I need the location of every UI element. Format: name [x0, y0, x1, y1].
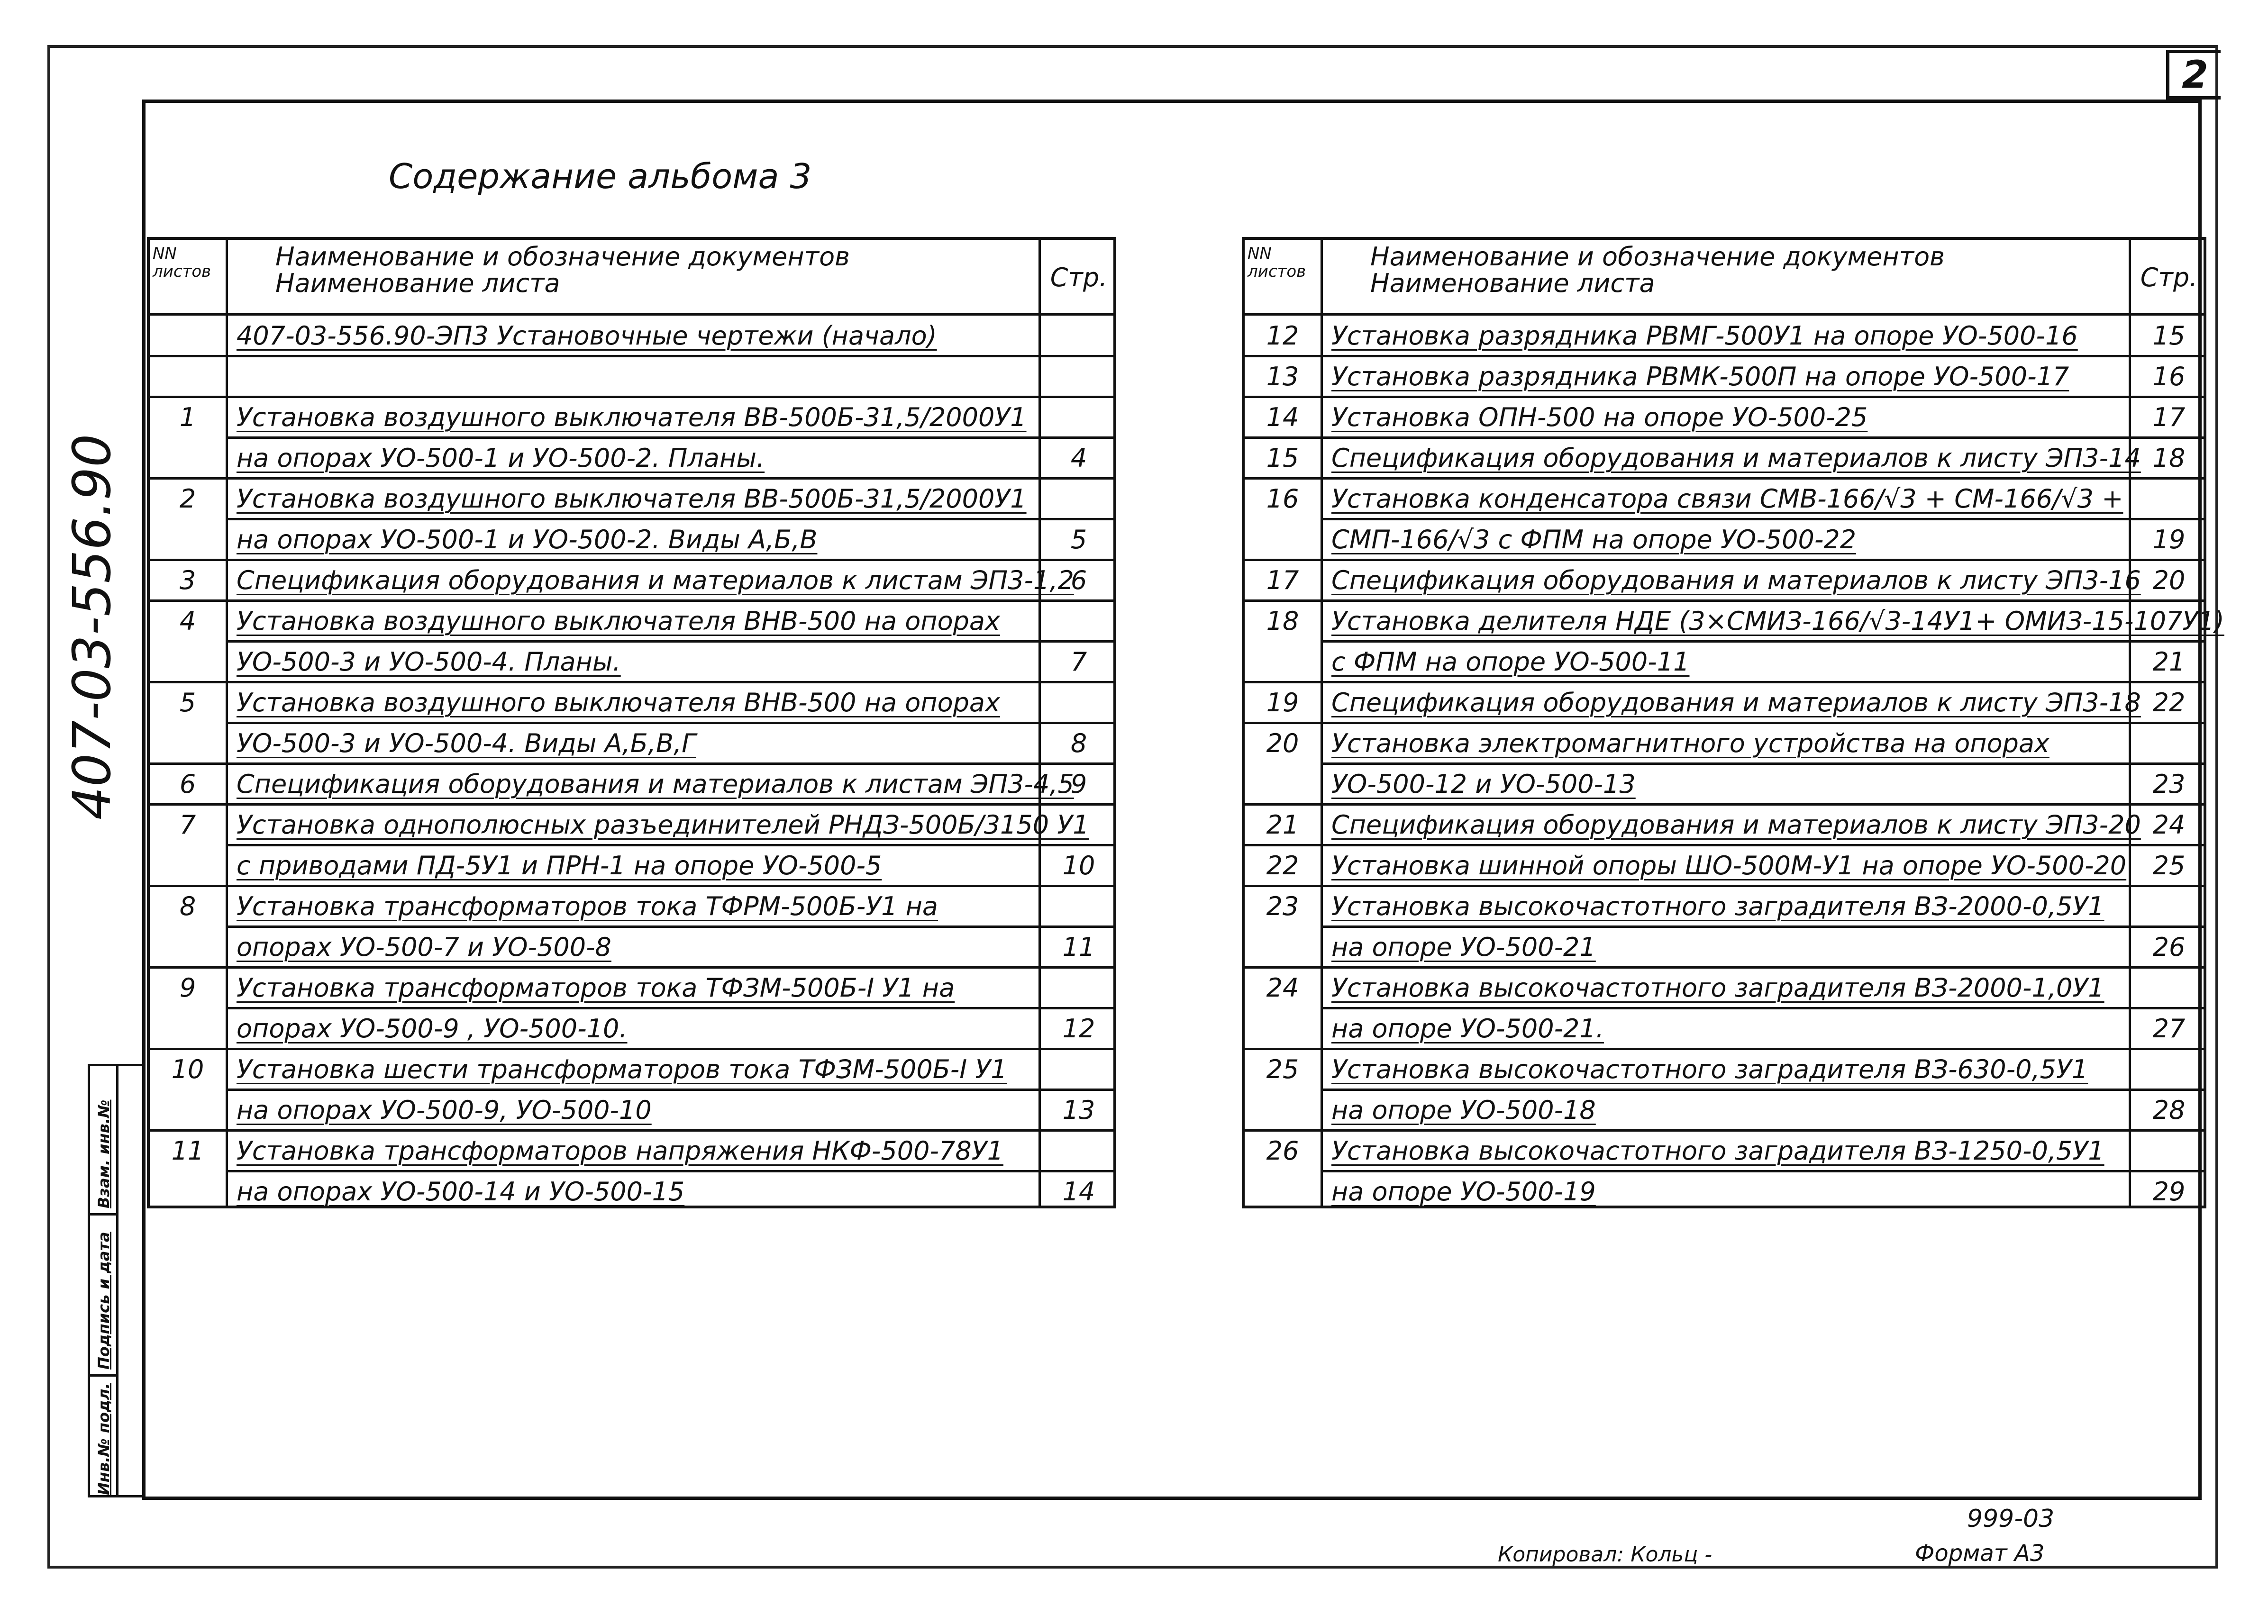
row-title: Установка однополюсных разъединителей РНДЗ-500Б/3150 У1 [237, 810, 1089, 840]
row-page [1041, 397, 1117, 438]
row-number [150, 845, 226, 886]
row-page: 29 [2152, 1177, 2186, 1207]
row-title: с приводами ПД-5У1 и ПРН-1 на опоре УО-500-5 [237, 851, 882, 880]
row-number: 15 [1266, 443, 1299, 473]
row-number: 6 [179, 769, 196, 799]
row-title: Установка воздушного выключателя ВВ-500Б-31,5/2000У1 [237, 402, 1027, 432]
contents-table-right [1242, 237, 2224, 1208]
row-number [150, 519, 226, 560]
row-page: 15 [2152, 321, 2186, 351]
table-row [150, 1171, 1119, 1212]
table-row [1245, 968, 2209, 1008]
row-title: с ФПМ на опоре УО-500-11 [1331, 647, 1690, 677]
row-page: 19 [2152, 525, 2186, 554]
row-page: 7 [1070, 647, 1087, 677]
row-page: 25 [2152, 851, 2186, 880]
row-number: 21 [1266, 810, 1299, 840]
table-row [150, 356, 1119, 397]
row-page: 12 [1062, 1014, 1095, 1043]
table-row [1245, 356, 2209, 397]
contents-table-left [147, 237, 1116, 1208]
table-row [1245, 886, 2209, 927]
row-number: 1 [179, 402, 196, 432]
row-number: 25 [1266, 1054, 1299, 1084]
table-row [1245, 642, 2209, 682]
stamp-divider [90, 1374, 118, 1377]
row-number [150, 356, 226, 397]
row-title: Установка высокочастотного заградителя ВЗ-2000-0,5У1 [1331, 891, 2104, 921]
row-number: 20 [1266, 728, 1299, 758]
paper-format: Формат А3 [1915, 1540, 2045, 1567]
row-number [150, 723, 226, 764]
header-page: Стр. [2140, 263, 2198, 292]
row-number: 3 [179, 565, 196, 595]
row-number: 10 [171, 1054, 204, 1084]
table-row [150, 764, 1119, 805]
table-row [1245, 1008, 2209, 1049]
row-title: опорах УО-500-7 и УО-500-8 [237, 932, 611, 962]
row-page [1041, 479, 1117, 519]
row-number: 11 [171, 1136, 204, 1166]
copied-by: Копировал: Кольц - [1498, 1542, 1712, 1567]
row-number [150, 316, 226, 356]
row-number [150, 927, 226, 968]
row-page: 11 [1062, 932, 1095, 962]
row-page: 14 [1062, 1177, 1095, 1207]
row-number [1245, 642, 1321, 682]
table-row [1245, 1171, 2209, 1212]
row-title: УО-500-3 и УО-500-4. Планы. [237, 647, 621, 677]
table-row [150, 519, 1119, 560]
table-row [1245, 316, 2209, 356]
table-row [150, 1008, 1119, 1049]
row-number [1245, 1008, 1321, 1049]
row-number [1245, 1090, 1321, 1131]
row-title: Установка шинной опоры ШО-500М-У1 на опоре УО-500-20 [1331, 851, 2127, 880]
row-number: 26 [1266, 1136, 1299, 1166]
row-page: 5 [1070, 525, 1087, 554]
row-title: Установка воздушного выключателя ВНВ-500 на опорах [237, 606, 1000, 636]
row-title: 407-03-556.90-ЭП3 Установочные чертежи (начало) [237, 321, 937, 351]
row-title: Установка разрядника РВМГ-500У1 на опоре УО-500-16 [1331, 321, 2078, 351]
table-row [1245, 1049, 2209, 1090]
table-row [150, 886, 1119, 927]
table-row [150, 682, 1119, 723]
row-number: 19 [1266, 688, 1299, 717]
row-page [2131, 479, 2207, 519]
table-row [150, 845, 1119, 886]
row-title: на опоре УО-500-21. [1331, 1014, 1604, 1043]
header-name: Наименование и обозначение документов Наименование листа [1370, 242, 1945, 298]
row-number: 22 [1266, 851, 1299, 880]
row-number: 5 [179, 688, 196, 717]
stamp-label-replaced: Взам. инв.№ [95, 1099, 113, 1208]
row-title: Установка ОПН-500 на опоре УО-500-25 [1331, 402, 1868, 432]
table-row [1245, 1090, 2209, 1131]
table-row [150, 601, 1119, 642]
row-number [150, 1090, 226, 1131]
row-title [228, 356, 1034, 397]
table-row [1245, 845, 2209, 886]
row-number [150, 642, 226, 682]
row-title: Спецификация оборудования и материалов к листу ЭП3-14 [1331, 443, 2141, 473]
row-title: на опоре УО-500-21 [1331, 932, 1596, 962]
table-row [1245, 519, 2209, 560]
row-number: 4 [179, 606, 196, 636]
row-page [2131, 968, 2207, 1008]
row-page: 6 [1070, 565, 1087, 595]
row-page [2131, 601, 2207, 642]
row-page [1041, 682, 1117, 723]
row-number: 24 [1266, 973, 1299, 1003]
table-row [150, 723, 1119, 764]
row-number: 17 [1266, 565, 1299, 595]
row-title: Спецификация оборудования и материалов к листам ЭП3-1,2 [237, 565, 1074, 595]
row-title: Установка высокочастотного заградителя ВЗ-2000-1,0У1 [1331, 973, 2104, 1003]
row-title: СМП-166/√3 с ФПМ на опоре УО-500-22 [1331, 525, 1857, 554]
row-number [1245, 764, 1321, 805]
row-title: УО-500-3 и УО-500-4. Виды А,Б,В,Г [237, 728, 696, 758]
row-page: 17 [2152, 402, 2186, 432]
row-number: 7 [179, 810, 196, 840]
table-row [1245, 479, 2209, 519]
row-number: 13 [1266, 362, 1299, 391]
row-title: Установка высокочастотного заградителя ВЗ-630-0,5У1 [1331, 1054, 2088, 1084]
header-num: NN листов [153, 244, 211, 281]
table-row [1245, 723, 2209, 764]
row-title: Установка трансформаторов тока ТФРМ-500Б-У1 на [237, 891, 938, 921]
table-row [150, 560, 1119, 601]
row-number [1245, 927, 1321, 968]
side-document-code: 407-03-556.90 [62, 434, 122, 820]
row-title: Установка электромагнитного устройства на опорах [1331, 728, 2049, 758]
table-row [1245, 927, 2209, 968]
stamp-divider [90, 1213, 118, 1216]
row-number [1245, 519, 1321, 560]
row-page [2131, 886, 2207, 927]
row-page: 20 [2152, 565, 2186, 595]
row-number: 8 [179, 891, 196, 921]
sheet-number: 2 [2166, 50, 2221, 100]
row-title: Установка трансформаторов тока ТФЗМ-500Б-I У1 на [237, 973, 955, 1003]
stamp-label-signature: Подпись и дата [95, 1232, 113, 1370]
row-number: 14 [1266, 402, 1299, 432]
row-title: на опорах УО-500-1 и УО-500-2. Планы. [237, 443, 765, 473]
table-row [150, 397, 1119, 438]
row-title: на опорах УО-500-1 и УО-500-2. Виды А,Б,В [237, 525, 818, 554]
row-title: на опоре УО-500-18 [1331, 1095, 1596, 1125]
row-title: Спецификация оборудования и материалов к листам ЭП3-4,5 [237, 769, 1074, 799]
header-page: Стр. [1050, 263, 1108, 292]
row-page [1041, 805, 1117, 845]
row-number [150, 1171, 226, 1212]
row-page: 26 [2152, 932, 2186, 962]
table-row [150, 1049, 1119, 1090]
row-page: 22 [2152, 688, 2186, 717]
row-title: на опорах УО-500-9, УО-500-10 [237, 1095, 652, 1125]
table-row [150, 438, 1119, 479]
table-header [1245, 240, 2209, 316]
row-page: 27 [2152, 1014, 2186, 1043]
archive-number: 999-03 [1967, 1505, 2055, 1533]
row-title: Установка конденсатора связи СМВ-166/√3 + СМ-166/√3 + [1331, 484, 2123, 514]
header-num: NN листов [1248, 244, 1306, 281]
row-page [1041, 968, 1117, 1008]
row-page: 21 [2152, 647, 2186, 677]
row-title: опорах УО-500-9 , УО-500-10. [237, 1014, 628, 1043]
row-number: 18 [1266, 606, 1299, 636]
row-title: Установка высокочастотного заградителя ВЗ-1250-0,5У1 [1331, 1136, 2104, 1166]
table-row [150, 927, 1119, 968]
table-header [150, 240, 1119, 316]
table-row [150, 642, 1119, 682]
row-number: 16 [1266, 484, 1299, 514]
row-number [150, 1008, 226, 1049]
row-page: 10 [1062, 851, 1095, 880]
row-page: 24 [2152, 810, 2186, 840]
stamp-label-inventory: Инв.№ подл. [95, 1383, 113, 1495]
row-title: Установка воздушного выключателя ВВ-500Б-31,5/2000У1 [237, 484, 1027, 514]
row-page: 9 [1070, 769, 1087, 799]
row-number: 23 [1266, 891, 1299, 921]
row-title: Спецификация оборудования и материалов к листу ЭП3-16 [1331, 565, 2141, 595]
row-title: Установка воздушного выключателя ВНВ-500 на опорах [237, 688, 1000, 717]
row-page [1041, 1049, 1117, 1090]
row-page: 28 [2152, 1095, 2186, 1125]
row-page: 13 [1062, 1095, 1095, 1125]
row-number: 9 [179, 973, 196, 1003]
row-page: 4 [1070, 443, 1087, 473]
row-page: 23 [2152, 769, 2186, 799]
row-number: 2 [179, 484, 196, 514]
table-row [1245, 764, 2209, 805]
table-row [150, 316, 1119, 356]
table-row [1245, 397, 2209, 438]
table-row [150, 1131, 1119, 1171]
table-row [150, 805, 1119, 845]
table-row [1245, 805, 2209, 845]
row-title: Установка разрядника РВМК-500П на опоре УО-500-17 [1331, 362, 2069, 391]
row-number [150, 438, 226, 479]
row-page: 16 [2152, 362, 2186, 391]
row-title: на опоре УО-500-19 [1331, 1177, 1596, 1207]
header-name: Наименование и обозначение документов Наименование листа [275, 242, 850, 298]
row-page: 18 [2152, 443, 2186, 473]
row-page [2131, 1131, 2207, 1171]
table-row [150, 968, 1119, 1008]
row-page [1041, 1131, 1117, 1171]
row-page [2131, 1049, 2207, 1090]
table-row [150, 1090, 1119, 1131]
row-title: Спецификация оборудования и материалов к листу ЭП3-20 [1331, 810, 2141, 840]
row-title: Спецификация оборудования и материалов к листу ЭП3-18 [1331, 688, 2141, 717]
table-row [1245, 682, 2209, 723]
row-number [1245, 1171, 1321, 1212]
row-page [1041, 886, 1117, 927]
row-page [1041, 356, 1117, 397]
page-title: Содержание альбома 3 [389, 156, 812, 196]
table-row [1245, 601, 2224, 642]
row-title: Установка трансформаторов напряжения НКФ-500-78У1 [237, 1136, 1003, 1166]
row-page [1041, 316, 1117, 356]
row-number: 12 [1266, 321, 1299, 351]
approval-stamp [88, 1064, 145, 1497]
row-page: 8 [1070, 728, 1087, 758]
table-row [150, 479, 1119, 519]
table-row [1245, 1131, 2209, 1171]
row-title: Установка шести трансформаторов тока ТФЗМ-500Б-I У1 [237, 1054, 1007, 1084]
row-title: Установка делителя НДЕ (3×СМИЗ-166/√3-14У1+ ОМИЗ-15-107У1) [1331, 606, 2224, 636]
row-page [2131, 723, 2207, 764]
row-title: на опорах УО-500-14 и УО-500-15 [237, 1177, 685, 1207]
table-row [1245, 438, 2209, 479]
table-row [1245, 560, 2209, 601]
row-title: УО-500-12 и УО-500-13 [1331, 769, 1636, 799]
row-page [1041, 601, 1117, 642]
